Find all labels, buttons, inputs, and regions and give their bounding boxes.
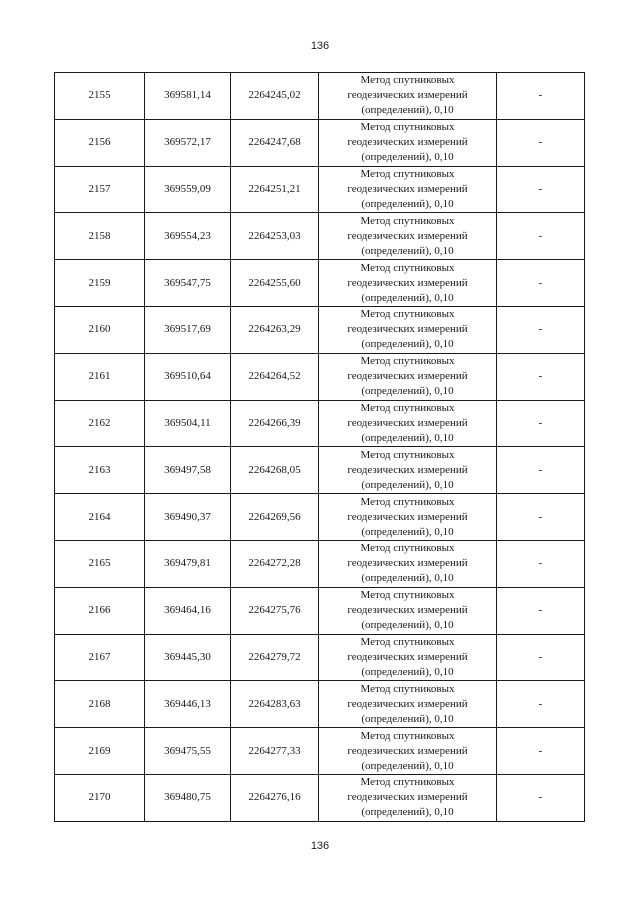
point-number-cell: 2155 bbox=[55, 73, 145, 120]
method-cell bbox=[319, 213, 497, 260]
x-coordinate-cell: 369510,64 bbox=[145, 353, 231, 400]
point-number-cell: 2157 bbox=[55, 166, 145, 213]
note-cell: - bbox=[497, 774, 585, 821]
note-cell: - bbox=[497, 353, 585, 400]
table-row bbox=[55, 260, 585, 307]
method-line: (определений), 0,10 bbox=[361, 431, 454, 444]
point-number-cell: 2169 bbox=[55, 728, 145, 775]
method-cell bbox=[319, 728, 497, 775]
y-coordinate-cell: 2264272,28 bbox=[231, 540, 319, 587]
method-line: Метод спутниковых bbox=[360, 542, 455, 555]
table-row bbox=[55, 634, 585, 681]
method-line: геодезических измерений bbox=[347, 370, 468, 383]
coordinates-table-body bbox=[55, 73, 585, 822]
method-cell bbox=[319, 587, 497, 634]
point-number-cell: 2162 bbox=[55, 400, 145, 447]
table-row bbox=[55, 73, 585, 120]
table-row bbox=[55, 494, 585, 541]
method-line: (определений), 0,10 bbox=[361, 244, 454, 257]
y-coordinate-cell: 2264247,68 bbox=[231, 119, 319, 166]
method-cell bbox=[319, 306, 497, 353]
x-coordinate-cell: 369581,14 bbox=[145, 73, 231, 120]
method-line: Метод спутниковых bbox=[360, 214, 455, 227]
table-row bbox=[55, 119, 585, 166]
method-cell bbox=[319, 681, 497, 728]
table-row bbox=[55, 681, 585, 728]
y-coordinate-cell: 2264276,16 bbox=[231, 774, 319, 821]
method-line: геодезических измерений bbox=[347, 276, 468, 289]
method-line: (определений), 0,10 bbox=[361, 104, 454, 117]
method-line: геодезических измерений bbox=[347, 89, 468, 102]
point-number-cell: 2160 bbox=[55, 306, 145, 353]
point-number-cell: 2163 bbox=[55, 447, 145, 494]
method-line: геодезических измерений bbox=[347, 416, 468, 429]
y-coordinate-cell: 2264263,29 bbox=[231, 306, 319, 353]
method-line: Метод спутниковых bbox=[360, 448, 455, 461]
method-line: (определений), 0,10 bbox=[361, 712, 454, 725]
x-coordinate-cell: 369479,81 bbox=[145, 540, 231, 587]
table-row bbox=[55, 166, 585, 213]
method-cell bbox=[319, 260, 497, 307]
method-line: Метод спутниковых bbox=[360, 682, 455, 695]
page-number-bottom: 136 bbox=[310, 840, 330, 852]
y-coordinate-cell: 2264277,33 bbox=[231, 728, 319, 775]
method-line: (определений), 0,10 bbox=[361, 385, 454, 398]
method-line: Метод спутниковых bbox=[360, 308, 455, 321]
method-line: геодезических измерений bbox=[347, 604, 468, 617]
method-line: Метод спутниковых bbox=[360, 635, 455, 648]
point-number-cell: 2168 bbox=[55, 681, 145, 728]
y-coordinate-cell: 2264251,21 bbox=[231, 166, 319, 213]
method-line: (определений), 0,10 bbox=[361, 291, 454, 304]
method-cell bbox=[319, 447, 497, 494]
x-coordinate-cell: 369497,58 bbox=[145, 447, 231, 494]
method-line: Метод спутниковых bbox=[360, 776, 455, 789]
x-coordinate-cell: 369547,75 bbox=[145, 260, 231, 307]
method-cell bbox=[319, 73, 497, 120]
table-row bbox=[55, 447, 585, 494]
method-line: (определений), 0,10 bbox=[361, 665, 454, 678]
method-line: (определений), 0,10 bbox=[361, 151, 454, 164]
point-number-cell: 2159 bbox=[55, 260, 145, 307]
x-coordinate-cell: 369554,23 bbox=[145, 213, 231, 260]
method-line: Метод спутниковых bbox=[360, 74, 455, 87]
table-row bbox=[55, 540, 585, 587]
method-cell bbox=[319, 166, 497, 213]
note-cell: - bbox=[497, 119, 585, 166]
x-coordinate-cell: 369480,75 bbox=[145, 774, 231, 821]
y-coordinate-cell: 2264266,39 bbox=[231, 400, 319, 447]
y-coordinate-cell: 2264275,76 bbox=[231, 587, 319, 634]
page-number-top: 136 bbox=[310, 40, 330, 52]
note-cell: - bbox=[497, 260, 585, 307]
note-cell: - bbox=[497, 494, 585, 541]
note-cell: - bbox=[497, 540, 585, 587]
x-coordinate-cell: 369517,69 bbox=[145, 306, 231, 353]
note-cell: - bbox=[497, 73, 585, 120]
method-cell bbox=[319, 400, 497, 447]
method-line: Метод спутниковых bbox=[360, 401, 455, 414]
note-cell: - bbox=[497, 447, 585, 494]
table-row bbox=[55, 774, 585, 821]
note-cell: - bbox=[497, 166, 585, 213]
table-row bbox=[55, 728, 585, 775]
method-line: (определений), 0,10 bbox=[361, 197, 454, 210]
method-line: (определений), 0,10 bbox=[361, 572, 454, 585]
method-cell bbox=[319, 494, 497, 541]
method-line: (определений), 0,10 bbox=[361, 619, 454, 632]
method-line: геодезических измерений bbox=[347, 136, 468, 149]
method-line: Метод спутниковых bbox=[360, 729, 455, 742]
y-coordinate-cell: 2264245,02 bbox=[231, 73, 319, 120]
note-cell: - bbox=[497, 728, 585, 775]
method-line: геодезических измерений bbox=[347, 744, 468, 757]
method-line: (определений), 0,10 bbox=[361, 806, 454, 819]
note-cell: - bbox=[497, 400, 585, 447]
note-cell: - bbox=[497, 681, 585, 728]
method-line: Метод спутниковых bbox=[360, 355, 455, 368]
point-number-cell: 2158 bbox=[55, 213, 145, 260]
method-line: геодезических измерений bbox=[347, 557, 468, 570]
y-coordinate-cell: 2264268,05 bbox=[231, 447, 319, 494]
method-line: геодезических измерений bbox=[347, 650, 468, 663]
method-cell bbox=[319, 119, 497, 166]
table-row bbox=[55, 306, 585, 353]
note-cell: - bbox=[497, 634, 585, 681]
table-row bbox=[55, 353, 585, 400]
method-cell bbox=[319, 353, 497, 400]
method-line: геодезических измерений bbox=[347, 182, 468, 195]
point-number-cell: 2167 bbox=[55, 634, 145, 681]
table-row bbox=[55, 213, 585, 260]
method-line: (определений), 0,10 bbox=[361, 338, 454, 351]
point-number-cell: 2161 bbox=[55, 353, 145, 400]
coordinates-table bbox=[54, 72, 585, 822]
method-line: геодезических измерений bbox=[347, 463, 468, 476]
method-cell bbox=[319, 774, 497, 821]
y-coordinate-cell: 2264279,72 bbox=[231, 634, 319, 681]
x-coordinate-cell: 369572,17 bbox=[145, 119, 231, 166]
point-number-cell: 2164 bbox=[55, 494, 145, 541]
method-line: геодезических измерений bbox=[347, 510, 468, 523]
method-line: Метод спутниковых bbox=[360, 167, 455, 180]
table-row bbox=[55, 400, 585, 447]
point-number-cell: 2170 bbox=[55, 774, 145, 821]
method-line: геодезических измерений bbox=[347, 229, 468, 242]
note-cell: - bbox=[497, 213, 585, 260]
point-number-cell: 2156 bbox=[55, 119, 145, 166]
y-coordinate-cell: 2264264,52 bbox=[231, 353, 319, 400]
method-line: Метод спутниковых bbox=[360, 495, 455, 508]
method-line: Метод спутниковых bbox=[360, 121, 455, 134]
point-number-cell: 2165 bbox=[55, 540, 145, 587]
method-line: геодезических измерений bbox=[347, 791, 468, 804]
method-line: геодезических измерений bbox=[347, 323, 468, 336]
method-line: Метод спутниковых bbox=[360, 261, 455, 274]
y-coordinate-cell: 2264269,56 bbox=[231, 494, 319, 541]
method-line: (определений), 0,10 bbox=[361, 478, 454, 491]
method-line: геодезических измерений bbox=[347, 697, 468, 710]
x-coordinate-cell: 369464,16 bbox=[145, 587, 231, 634]
x-coordinate-cell: 369490,37 bbox=[145, 494, 231, 541]
x-coordinate-cell: 369475,55 bbox=[145, 728, 231, 775]
y-coordinate-cell: 2264253,03 bbox=[231, 213, 319, 260]
y-coordinate-cell: 2264283,63 bbox=[231, 681, 319, 728]
method-line: Метод спутниковых bbox=[360, 589, 455, 602]
method-cell bbox=[319, 634, 497, 681]
y-coordinate-cell: 2264255,60 bbox=[231, 260, 319, 307]
point-number-cell: 2166 bbox=[55, 587, 145, 634]
note-cell: - bbox=[497, 587, 585, 634]
x-coordinate-cell: 369559,09 bbox=[145, 166, 231, 213]
method-cell bbox=[319, 540, 497, 587]
table-row bbox=[55, 587, 585, 634]
method-line: (определений), 0,10 bbox=[361, 525, 454, 538]
note-cell: - bbox=[497, 306, 585, 353]
x-coordinate-cell: 369504,11 bbox=[145, 400, 231, 447]
method-line: (определений), 0,10 bbox=[361, 759, 454, 772]
x-coordinate-cell: 369446,13 bbox=[145, 681, 231, 728]
x-coordinate-cell: 369445,30 bbox=[145, 634, 231, 681]
